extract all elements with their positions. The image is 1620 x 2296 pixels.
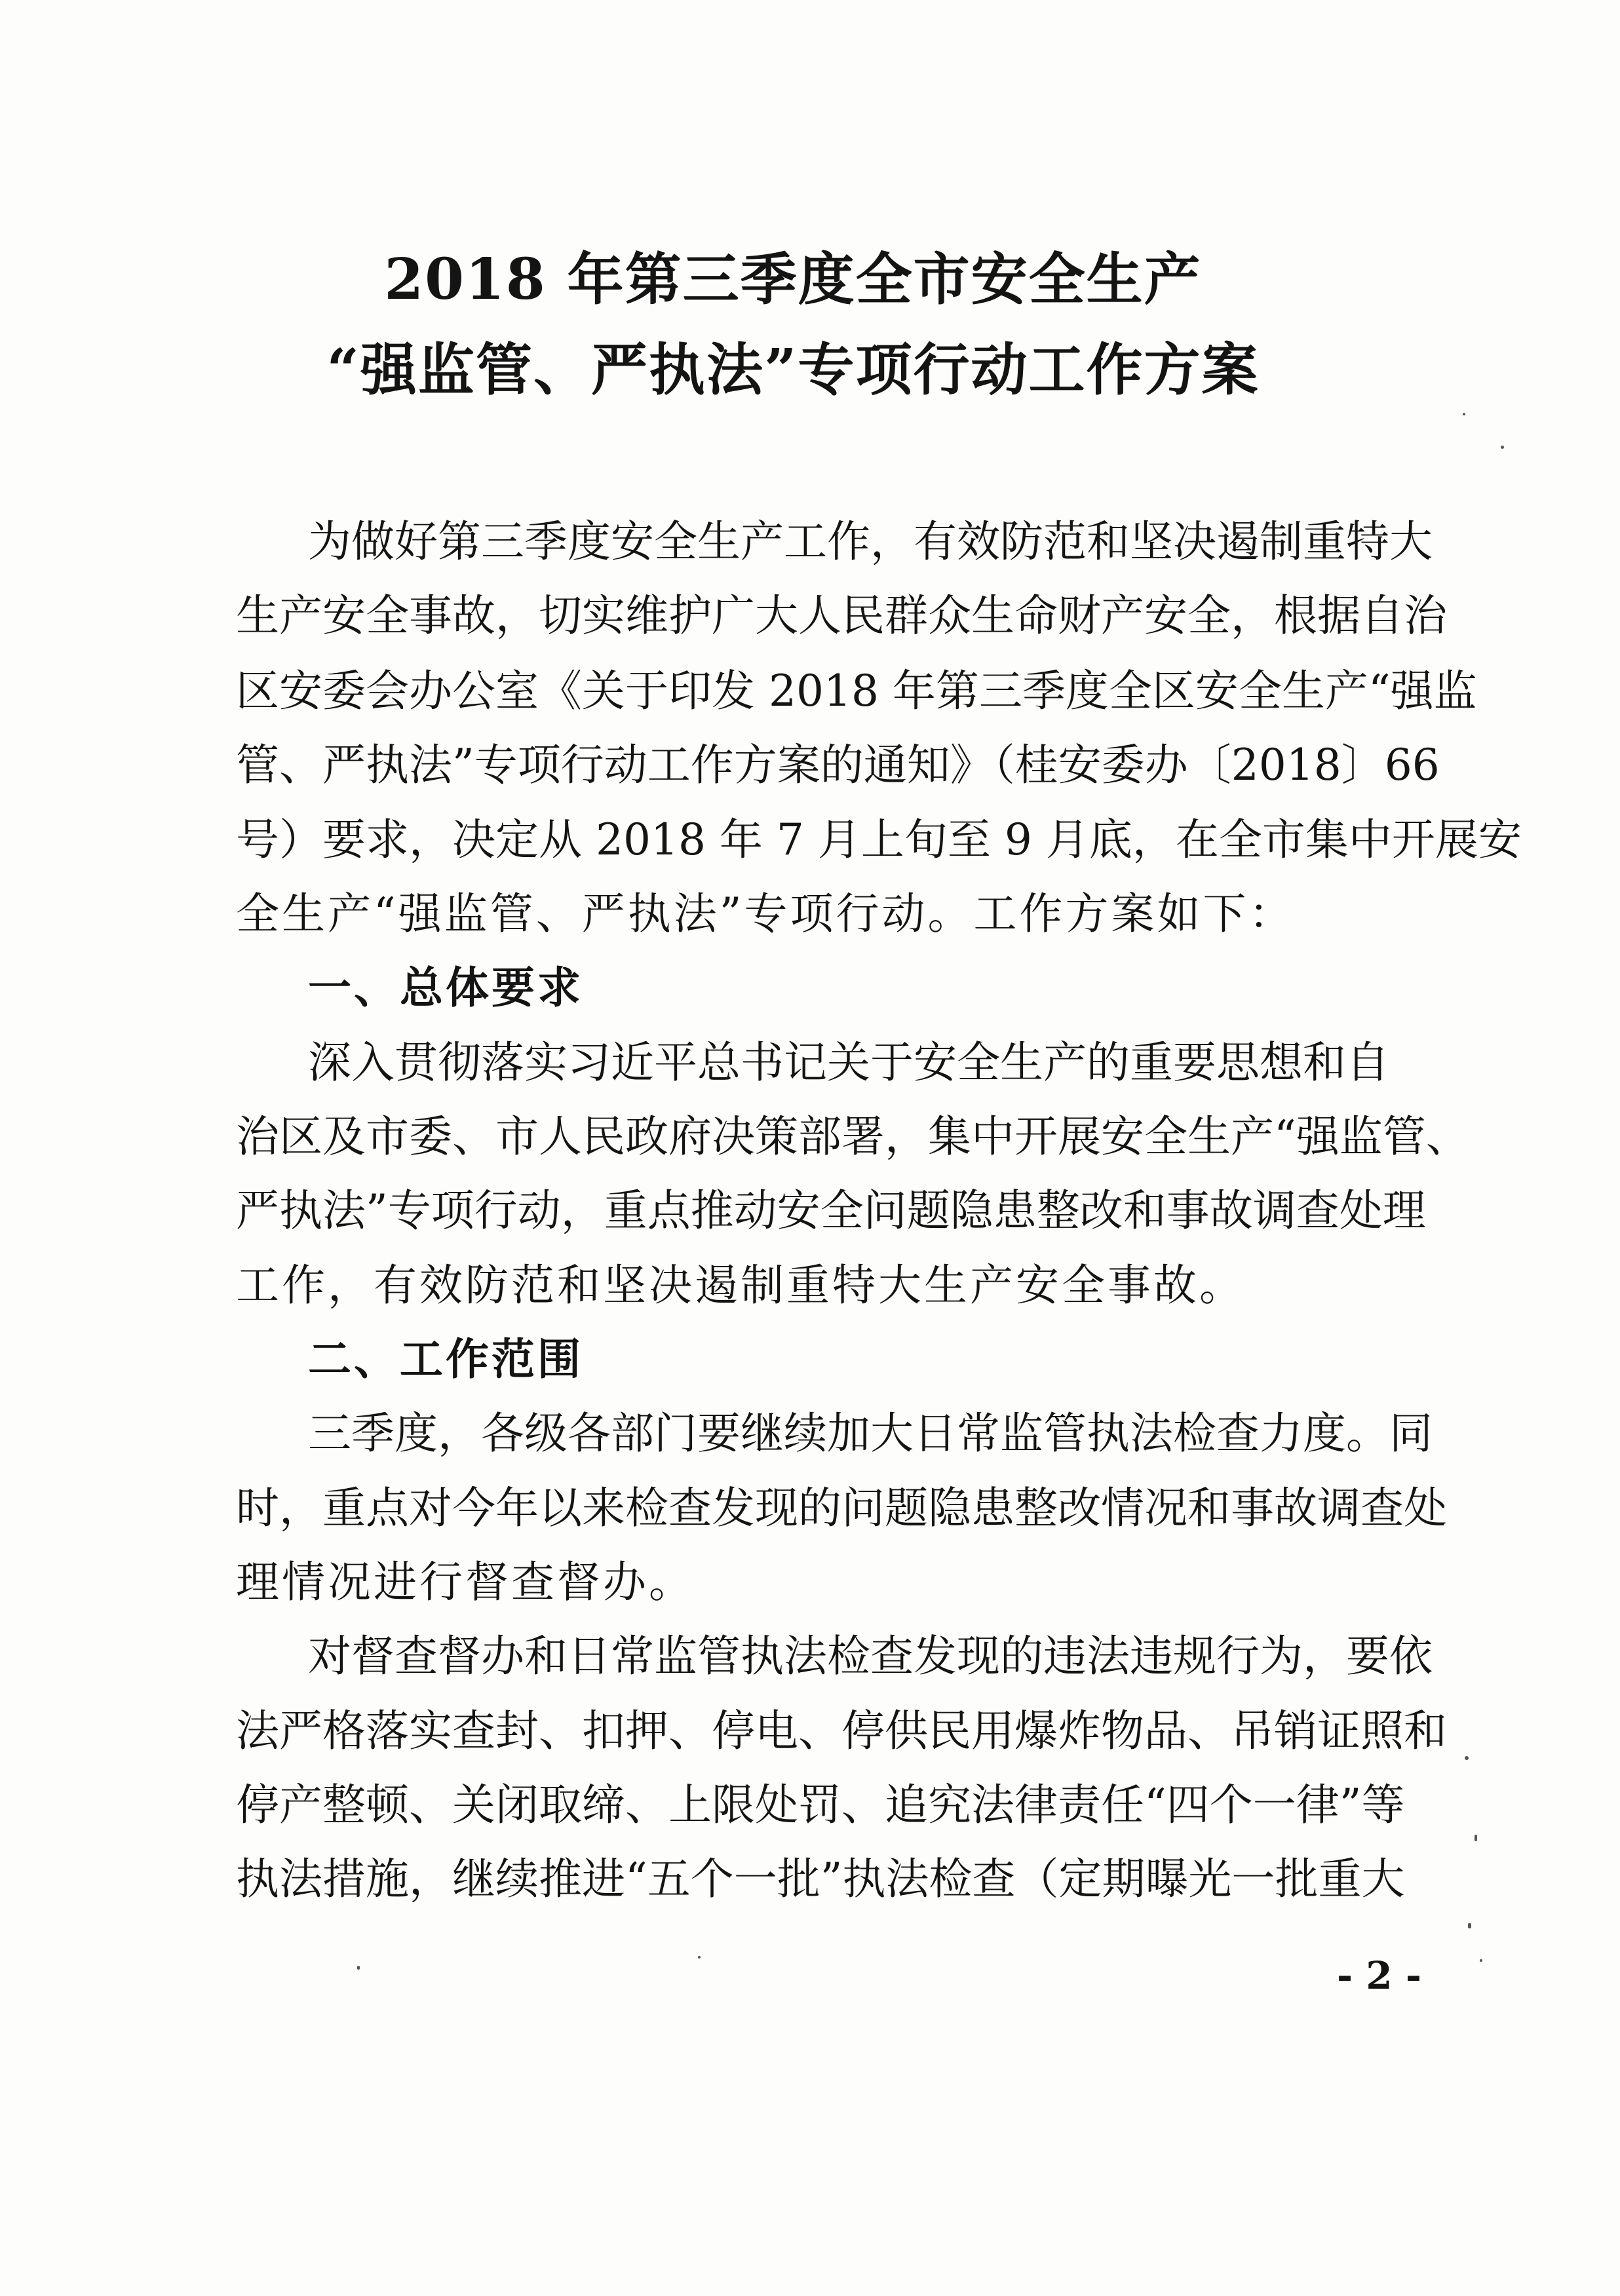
section-2-para-2-line-2: 法严格落实查封、扣押、停电、停供民用爆炸物品、吊销证照和 [236,1706,1447,1756]
scan-speck [1465,1756,1469,1760]
intro-line-5: 号）要求，决定从 2018 年 7 月上旬至 9 月底，在全市集中开展安 [236,814,1522,865]
scan-speck [1468,1923,1471,1928]
intro-line-6: 全生产“强监管、严执法”专项行动。工作方案如下： [236,889,1295,939]
section-2-para-2-line-3: 停产整顿、关闭取缔、上限处罚、追究法律责任“四个一律”等 [236,1780,1405,1830]
section-1-line-1: 深入贯彻落实习近平总书记关于安全生产的重要思想和自 [308,1037,1389,1088]
scan-speck [1475,1835,1477,1841]
scan-speck [1501,446,1504,449]
page-number: - 2 - [1337,1953,1421,1998]
intro-line-1: 为做好第三季度安全生产工作，有效防范和坚决遏制重特大 [308,516,1433,567]
section-2-para-1-line-3: 理情况进行督查督办。 [236,1557,695,1607]
scan-speck [1463,413,1465,415]
section-1-heading: 一、总体要求 [308,963,583,1013]
document-title-line-2: “强监管、严执法”专项行动工作方案 [326,337,1260,403]
scan-speck [698,1956,701,1959]
section-2-para-1-line-1: 三季度，各级各部门要继续加大日常监管执法检查力度。同 [308,1408,1433,1459]
intro-line-2: 生产安全事故，切实维护广大人民群众生命财产安全，根据自治 [236,590,1447,641]
section-1-line-2: 治区及市委、市人民政府决策部署，集中开展安全生产“强监管、 [236,1111,1469,1162]
section-2-para-2-line-1: 对督查督办和日常监管执法检查发现的违法违规行为，要依 [308,1631,1433,1681]
section-2-heading: 二、工作范围 [308,1334,583,1385]
section-2-para-1-line-2: 时，重点对今年以来检查发现的问题隐患整改情况和事故调查处 [236,1483,1447,1533]
intro-line-3: 区安委会办公室《关于印发 2018 年第三季度全区安全生产“强监 [236,666,1477,716]
document-title-line-1: 2018 年第三季度全市安全生产 [384,246,1202,313]
scan-speck [1480,1959,1482,1962]
intro-line-4: 管、严执法”专项行动工作方案的通知》（桂安委办〔2018〕66 [236,740,1440,790]
scan-speck [357,1966,360,1970]
section-1-line-3: 严执法”专项行动，重点推动安全问题隐患整改和事故调查处理 [236,1185,1426,1236]
section-1-line-4: 工作，有效防范和坚决遏制重特大生产安全事故。 [236,1260,1245,1311]
section-2-para-2-line-4: 执法措施，继续推进“五个一批”执法检查（定期曝光一批重大 [236,1854,1405,1904]
